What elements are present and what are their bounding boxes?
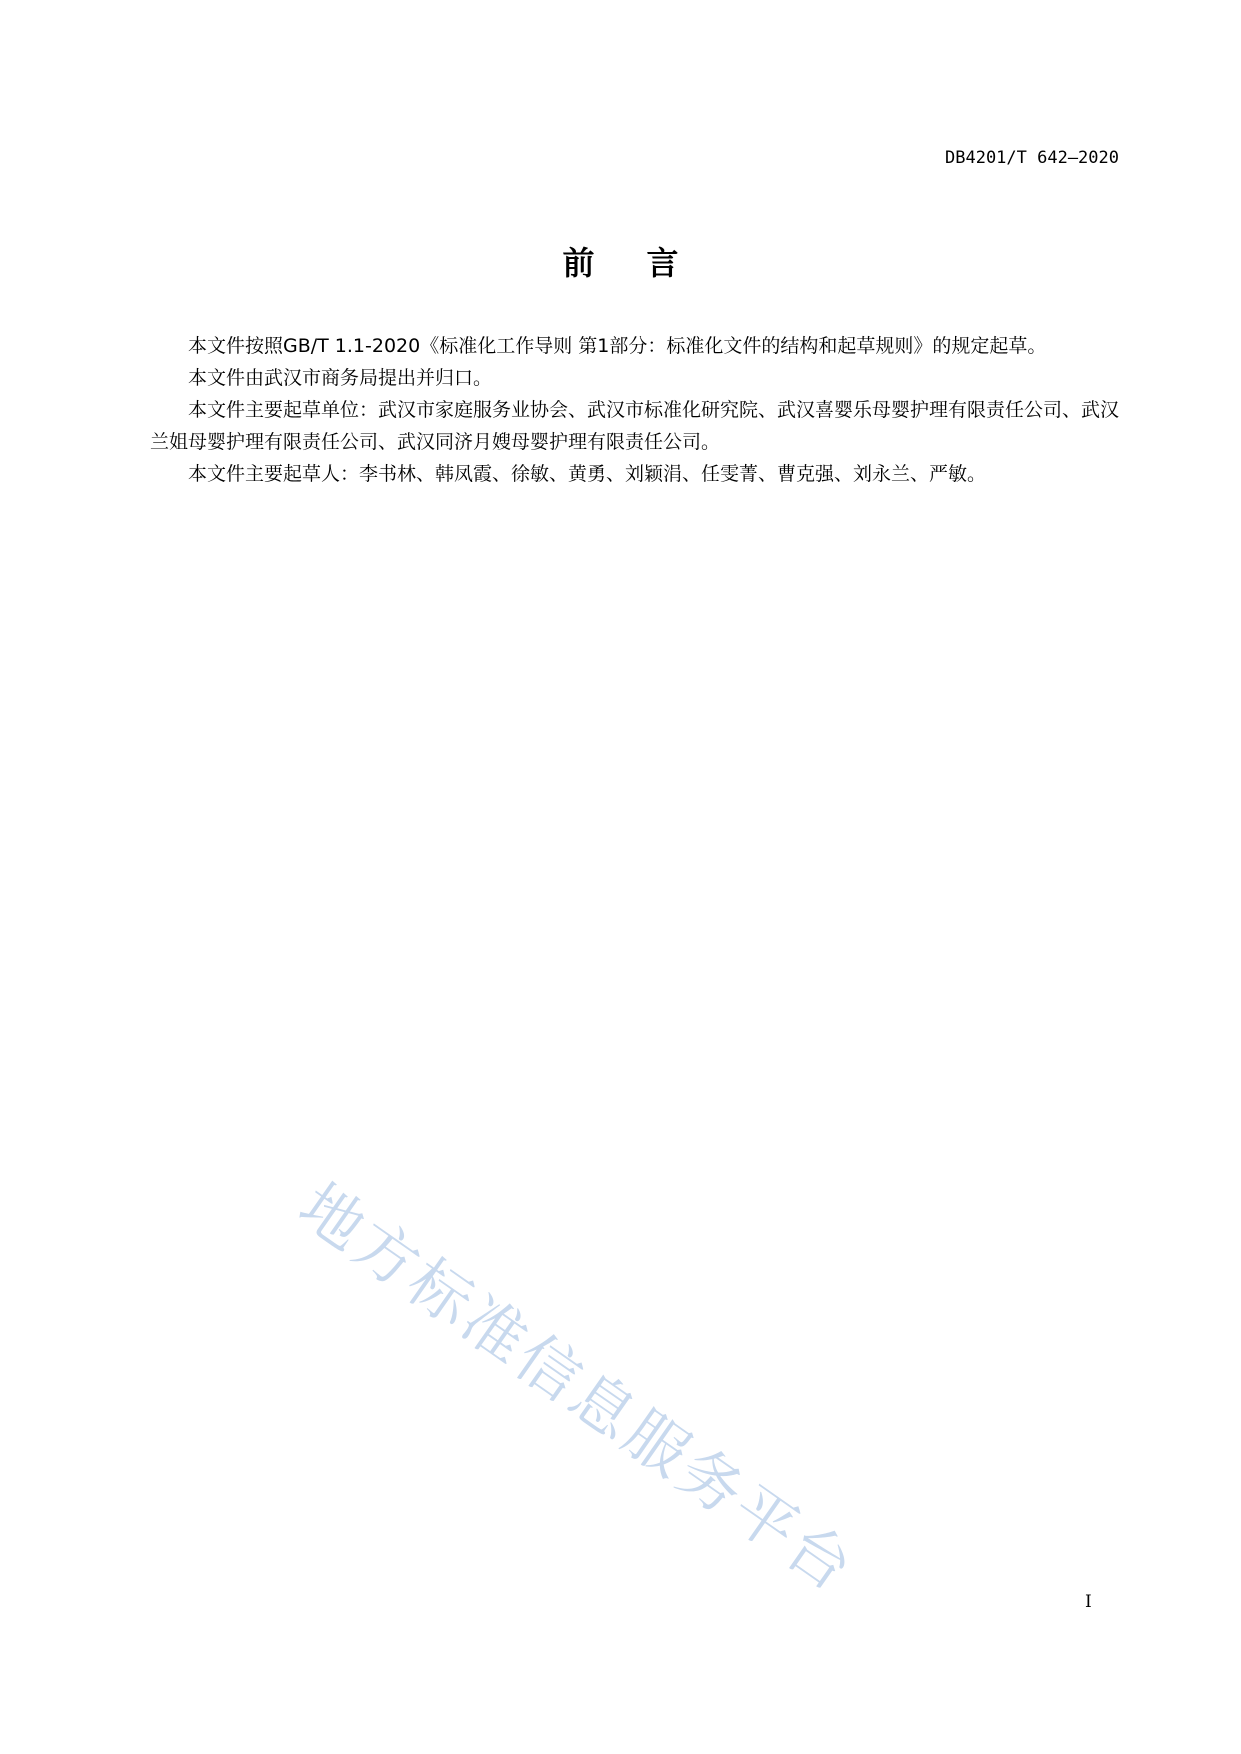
paragraph-drafting-units: 本文件主要起草单位：武汉市家庭服务业协会、武汉市标准化研究院、武汉喜婴乐母婴护理有限责任公司、武汉兰姐母婴护理有限责任公司、武汉同济月嫂母婴护理有限责任公司。 bbox=[150, 399, 1120, 453]
page-title: 前言 bbox=[562, 244, 731, 282]
document-code: DB4201/T 642—2020 bbox=[945, 148, 1119, 168]
paragraph-drafters: 本文件主要起草人：李书林、韩凤霞、徐敏、黄勇、刘颖涓、任雯菁、曹克强、刘永兰、严敏。 bbox=[188, 463, 987, 485]
foreword-body bbox=[150, 330, 1120, 490]
watermark: 地方标准信息服务平台 bbox=[286, 1168, 869, 1608]
page-number: I bbox=[1085, 1592, 1092, 1612]
paragraph-proposer: 本文件由武汉市商务局提出并归口。 bbox=[188, 367, 493, 389]
paragraph-drafting-rules: 本文件按照GB/T 1.1-2020《标准化工作导则 第1部分：标准化文件的结构和起草规则》的规定起草。 bbox=[188, 335, 1047, 357]
